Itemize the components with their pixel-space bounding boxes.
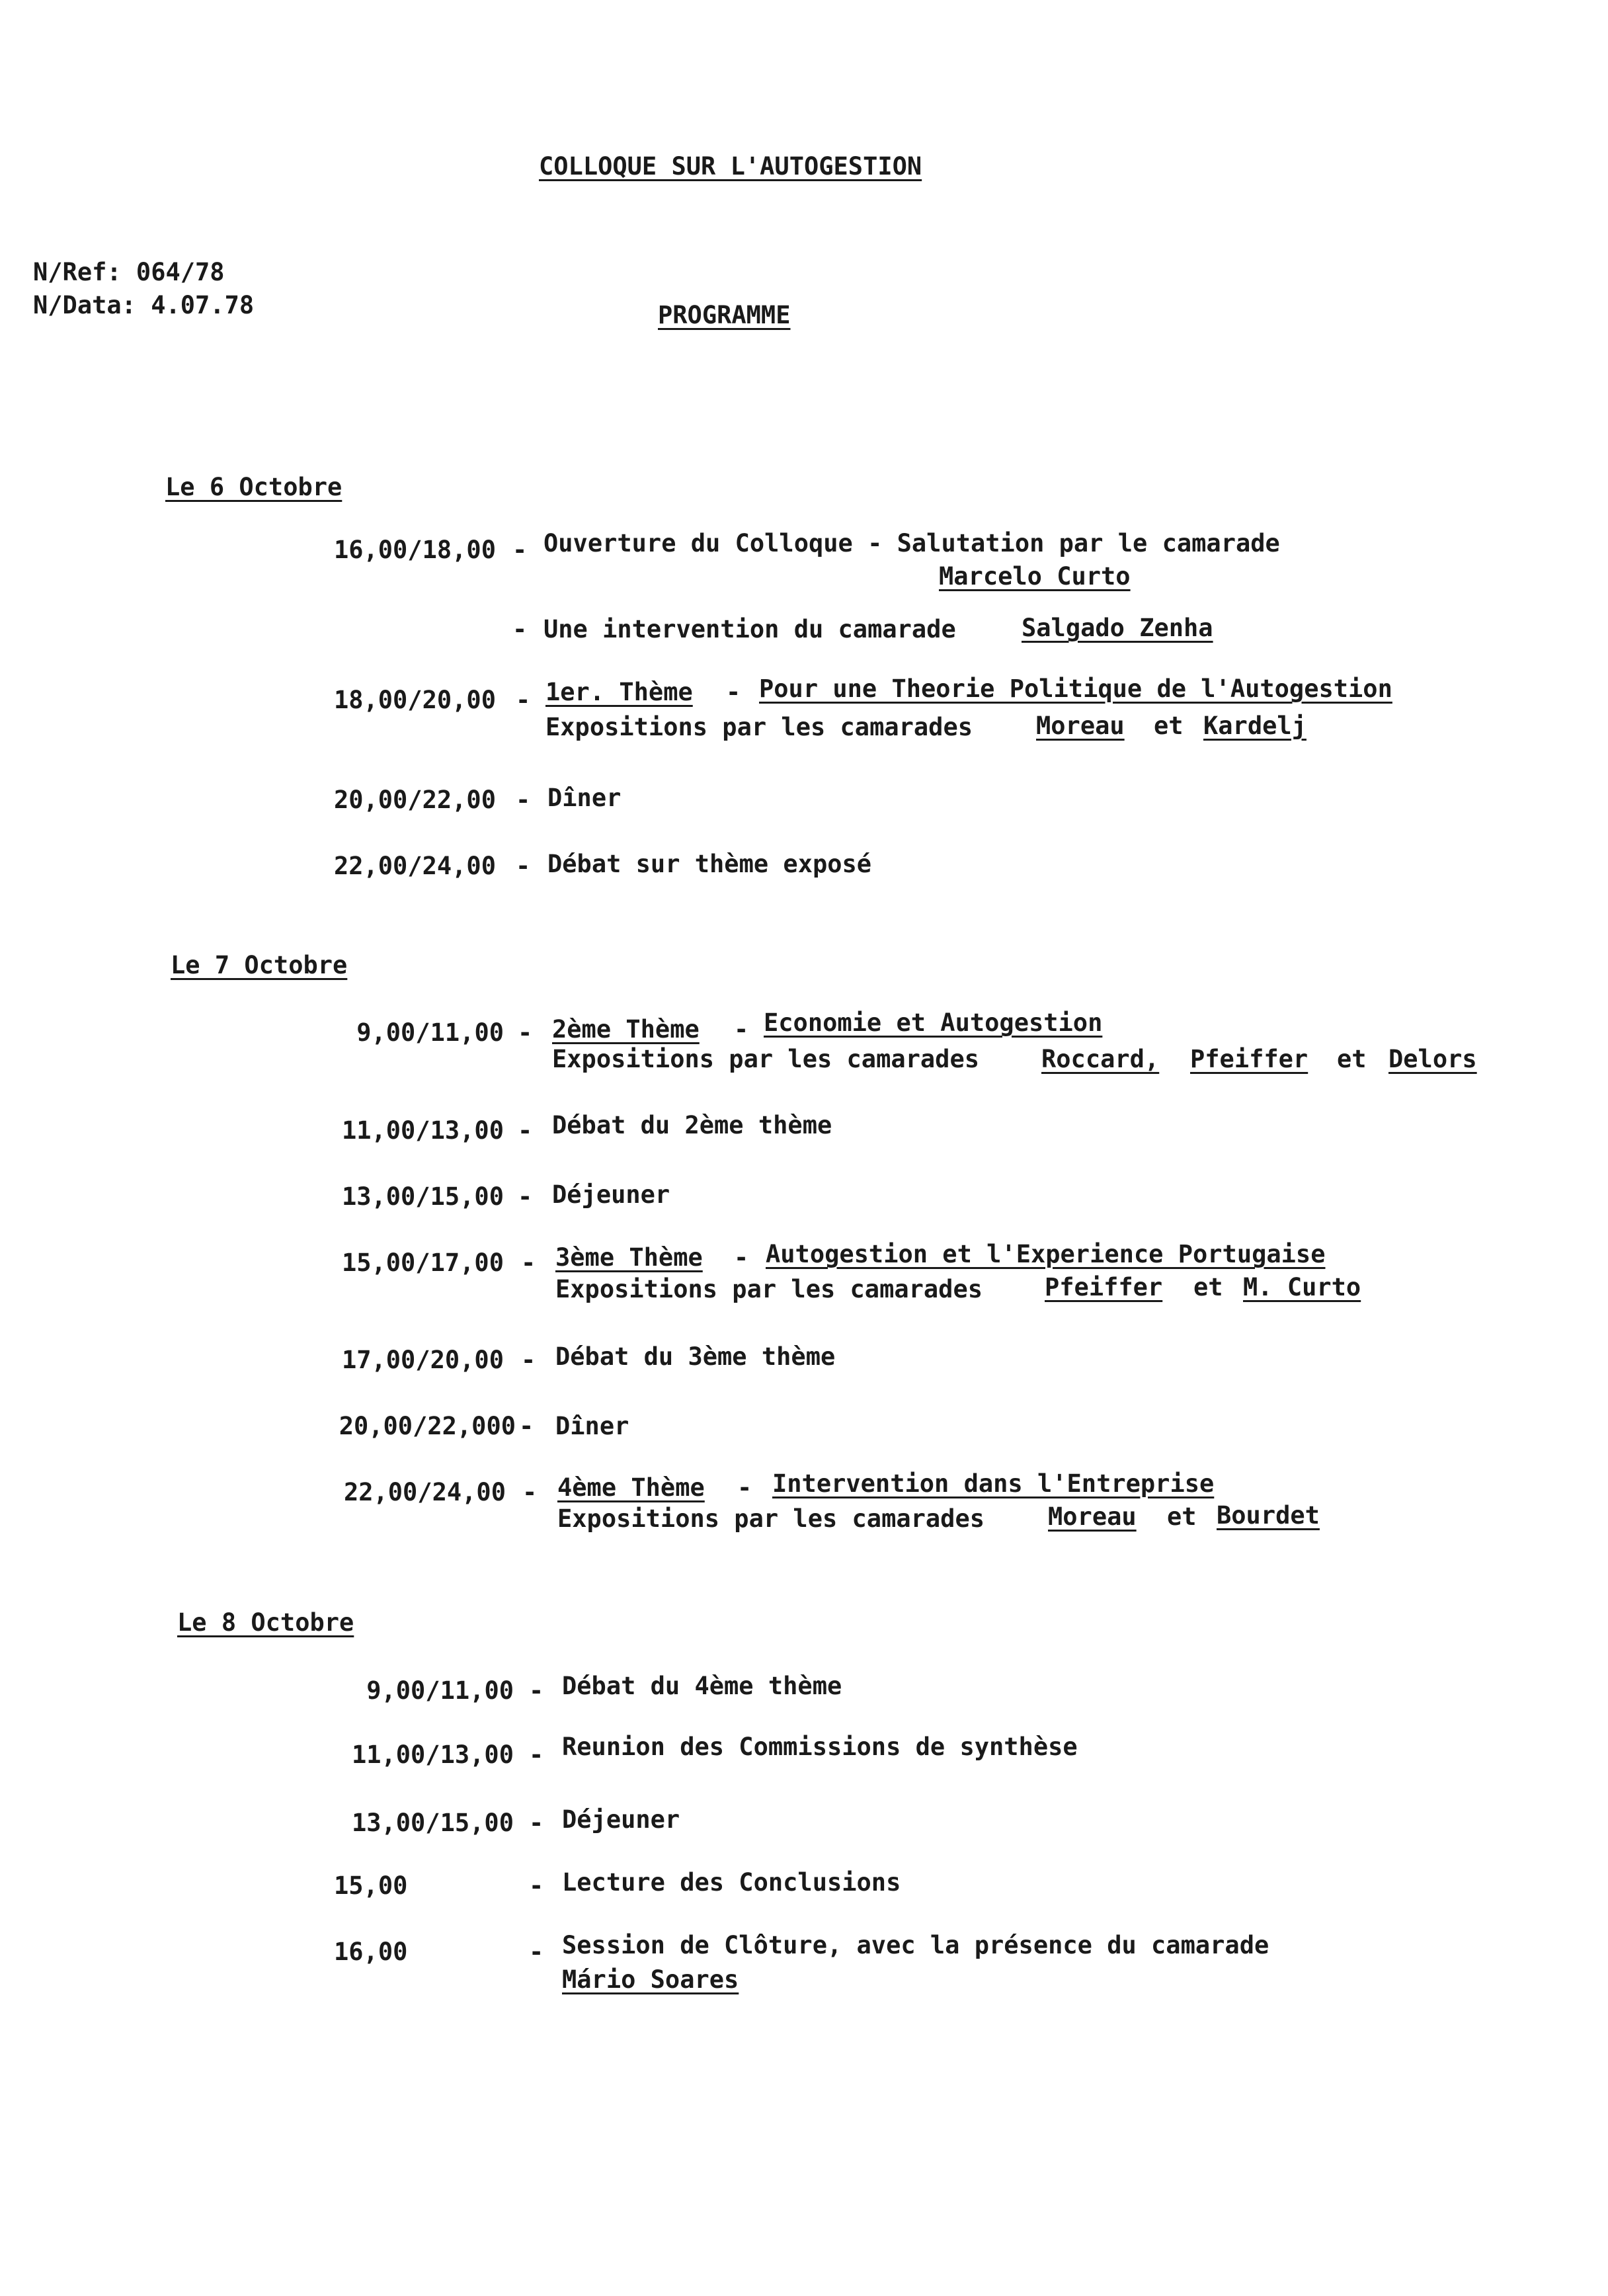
session-description: Déjeuner	[562, 1805, 680, 1834]
session-time: 15,00/17,00	[341, 1249, 504, 1277]
session-time: 9,00/11,00	[356, 1018, 504, 1047]
session-description: Déjeuner	[552, 1180, 670, 1209]
speaker-name: Salgado Zenha	[1022, 614, 1213, 642]
document-title: COLLOQUE SUR L'AUTOGESTION	[539, 152, 922, 181]
session-description: Reunion des Commissions de synthèse	[562, 1733, 1078, 1761]
dash: -	[529, 1871, 544, 1900]
dash: -	[512, 536, 528, 564]
theme-number: 3ème Thème	[555, 1243, 703, 1272]
session-description: Dîner	[547, 784, 622, 812]
speaker-name: Bourdet	[1217, 1501, 1320, 1530]
session-description: Dîner	[555, 1412, 629, 1440]
session-time: 17,00/20,00	[341, 1346, 504, 1374]
dash: -	[529, 1741, 544, 1769]
theme-number: 1er. Thème	[545, 678, 693, 706]
session-time: 20,00/22,00	[333, 786, 496, 814]
speaker-name: Pfeiffer	[1045, 1273, 1163, 1301]
dash: -	[734, 1015, 749, 1044]
session-time: 13,00/15,00	[341, 1182, 504, 1211]
speaker-name: Roccard,	[1041, 1045, 1160, 1073]
session-time: 20,00/22,000	[339, 1412, 516, 1440]
speaker-name: M. Curto	[1243, 1273, 1361, 1301]
conjunction: et	[1154, 712, 1184, 740]
dash: -	[529, 1676, 544, 1705]
dash: -	[516, 686, 531, 714]
expositions-label: Expositions par les camarades	[545, 713, 973, 741]
session-description: Débat du 2ème thème	[552, 1111, 832, 1139]
speaker-name: Mário Soares	[562, 1965, 739, 1994]
session-time: 13,00/15,00	[351, 1809, 514, 1837]
theme-title: Economie et Autogestion	[764, 1008, 1103, 1037]
speaker-name: Kardelj	[1203, 712, 1306, 740]
theme-title: Intervention dans l'Entreprise	[772, 1469, 1215, 1498]
document-date: N/Data: 4.07.78	[33, 291, 255, 319]
dash: -	[518, 1018, 533, 1047]
dash: -	[516, 786, 531, 814]
day-heading-8-octobre: Le 8 Octobre	[177, 1608, 354, 1637]
theme-title: Autogestion et l'Experience Portugaise	[766, 1240, 1326, 1268]
session-time: 22,00/24,00	[343, 1478, 506, 1506]
session-time: 16,00	[334, 1938, 408, 1966]
dash: -	[518, 1182, 533, 1211]
speaker-name: Moreau	[1036, 712, 1125, 740]
session-time: 22,00/24,00	[333, 852, 496, 880]
session-time: 11,00/13,00	[341, 1116, 504, 1145]
dash: -	[737, 1473, 752, 1502]
dash: -	[726, 678, 741, 706]
expositions-label: Expositions par les camarades	[557, 1504, 985, 1533]
dash: -	[516, 852, 531, 880]
dash: -	[518, 1116, 533, 1145]
reference-number: N/Ref: 064/78	[33, 258, 225, 286]
dash: -	[512, 615, 528, 643]
session-description: Une intervention du camarade	[543, 615, 956, 643]
theme-title: Pour une Theorie Politique de l'Autogestion	[759, 675, 1392, 703]
session-description: Lecture des Conclusions	[562, 1868, 901, 1897]
dash: -	[734, 1243, 749, 1272]
expositions-label: Expositions par les camarades	[552, 1045, 980, 1073]
conjunction: et	[1167, 1502, 1197, 1531]
session-description: Ouverture du Colloque - Salutation par le camarade	[543, 529, 1280, 557]
conjunction: et	[1193, 1273, 1223, 1301]
session-time: 9,00/11,00	[366, 1676, 514, 1705]
theme-number: 2ème Thème	[552, 1015, 700, 1044]
session-time: 18,00/20,00	[333, 686, 496, 714]
dash: -	[529, 1938, 544, 1966]
session-time: 11,00/13,00	[351, 1741, 514, 1769]
dash: -	[529, 1809, 544, 1837]
day-heading-7-octobre: Le 7 Octobre	[171, 951, 348, 979]
day-heading-6-octobre: Le 6 Octobre	[165, 473, 342, 501]
speaker-name: Marcelo Curto	[939, 562, 1131, 591]
conjunction: et	[1337, 1045, 1367, 1073]
dash: -	[521, 1249, 536, 1277]
programme-heading: PROGRAMME	[658, 301, 791, 329]
session-time: 15,00	[334, 1871, 408, 1900]
speaker-name: Moreau	[1048, 1502, 1137, 1531]
theme-number: 4ème Thème	[557, 1473, 705, 1502]
session-time: 16,00/18,00	[333, 536, 496, 564]
session-description: Session de Clôture, avec la présence du camarade	[562, 1931, 1269, 1959]
dash: -	[519, 1412, 534, 1440]
session-description: Débat sur thème exposé	[547, 850, 872, 878]
expositions-label: Expositions par les camarades	[555, 1275, 983, 1303]
speaker-name: Delors	[1388, 1045, 1477, 1073]
dash: -	[522, 1478, 538, 1506]
session-description: Débat du 3ème thème	[555, 1342, 836, 1371]
session-description: Débat du 4ème thème	[562, 1672, 842, 1700]
dash: -	[521, 1346, 536, 1374]
speaker-name: Pfeiffer	[1190, 1045, 1308, 1073]
